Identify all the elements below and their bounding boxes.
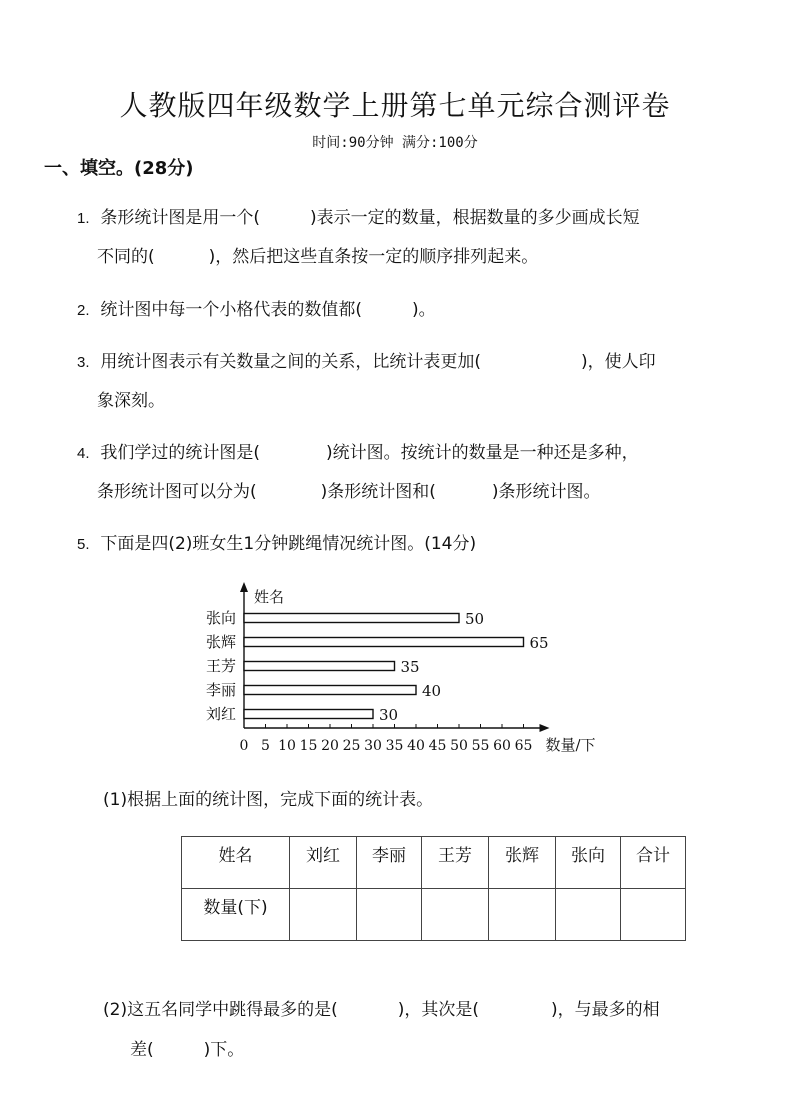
sub-question-2-line-1 — [103, 998, 660, 1022]
x-tick-label: 55 — [471, 738, 490, 754]
x-tick-label: 50 — [450, 738, 468, 754]
question-text: )条形统计图。 — [491, 482, 601, 502]
question-text: 差( — [130, 1040, 154, 1060]
category-label: 王芳 — [205, 657, 236, 675]
question-text: (2)这五名同学中跳得最多的是( — [103, 1000, 338, 1020]
x-tick-label: 25 — [342, 738, 361, 754]
category-label: 李丽 — [205, 681, 236, 699]
question-text: )，其次是( — [397, 1000, 479, 1020]
table-header-row — [182, 837, 686, 889]
table-row — [182, 889, 686, 941]
question-text: 下面是四(2)班女生1分钟跳绳情况统计图。(14分) — [100, 534, 477, 554]
data-label: 35 — [400, 658, 420, 676]
question-text: )，然后把这些直条按一定的顺序排列起来。 — [208, 247, 539, 267]
bar — [244, 710, 373, 719]
question-text: 条形统计图是用一个( — [100, 208, 260, 228]
table-input-cell[interactable] — [357, 889, 422, 941]
x-tick-label: 45 — [428, 738, 447, 754]
category-label: 张辉 — [205, 633, 236, 651]
x-tick-label: 60 — [493, 738, 511, 754]
table-header-cell: 李丽 — [357, 837, 422, 889]
table-header-cell: 刘红 — [290, 837, 357, 889]
question-number: 1. — [77, 210, 90, 227]
x-tick-label: 20 — [321, 738, 339, 754]
bar — [244, 662, 395, 671]
data-label: 40 — [422, 682, 442, 700]
question-text: )条形统计图和( — [320, 482, 436, 502]
table-input-cell[interactable] — [556, 889, 621, 941]
question-text: )统计图。按统计的数量是一种还是多种， — [325, 443, 639, 463]
table-header-cell: 张辉 — [489, 837, 556, 889]
x-axis-arrow — [540, 724, 550, 732]
question-text: 不同的( — [97, 247, 155, 267]
bar — [244, 614, 459, 623]
x-tick-label: 40 — [407, 738, 425, 754]
table-row-label: 数量(下) — [182, 889, 290, 941]
sub-question-1: (1)根据上面的统计图，完成下面的统计表。 — [103, 790, 434, 810]
question-text: )下。 — [203, 1040, 245, 1060]
x-tick-label: 15 — [299, 738, 318, 754]
x-tick-label: 35 — [385, 738, 404, 754]
table-input-cell[interactable] — [422, 889, 489, 941]
x-tick-label: 0 — [239, 738, 249, 754]
question-text: 象深刻。 — [97, 391, 165, 411]
page-title: 人教版四年级数学上册第七单元综合测评卷 — [119, 89, 671, 122]
question-text: )。 — [411, 300, 436, 320]
question-number: 2. — [77, 302, 90, 319]
exam-info: 时间:90分钟 满分:100分 — [312, 135, 478, 151]
question-text: )，与最多的相 — [550, 1000, 660, 1020]
table-input-cell[interactable] — [290, 889, 357, 941]
y-axis-arrow — [240, 582, 248, 592]
question-number: 5. — [77, 536, 90, 553]
question-number: 3. — [77, 354, 90, 371]
sub-question-2-line-2 — [130, 1038, 244, 1062]
table-header-cell: 王芳 — [422, 837, 489, 889]
question-text: 条形统计图可以分为( — [97, 482, 257, 502]
y-axis-title: 姓名 — [254, 588, 285, 606]
table-input-cell[interactable] — [621, 889, 686, 941]
x-tick-label: 65 — [514, 738, 533, 754]
x-axis-title: 数量/下 — [545, 736, 596, 754]
data-label: 30 — [379, 706, 399, 724]
question-number: 4. — [77, 445, 90, 462]
table-header-cell: 姓名 — [182, 837, 290, 889]
table-input-cell[interactable] — [489, 889, 556, 941]
section-heading: 一、填空。(28分) — [44, 158, 194, 179]
question-text: 我们学过的统计图是( — [100, 443, 260, 463]
question-text: )，使人印 — [580, 352, 656, 372]
data-label: 65 — [529, 634, 549, 652]
category-label: 张向 — [205, 609, 236, 627]
question-text: 统计图中每一个小格代表的数值都( — [100, 300, 362, 320]
bar — [244, 686, 416, 695]
category-label: 刘红 — [205, 705, 236, 723]
x-tick-label: 5 — [261, 738, 270, 754]
data-label: 50 — [465, 610, 485, 628]
table-header-cell: 合计 — [621, 837, 686, 889]
question-text: 用统计图表示有关数量之间的关系，比统计表更加( — [100, 352, 481, 372]
x-tick-label: 10 — [278, 738, 296, 754]
stats-table — [181, 836, 686, 941]
bar — [244, 638, 524, 647]
question-text: )表示一定的数量，根据数量的多少画成长短 — [309, 208, 640, 228]
x-tick-label: 30 — [364, 738, 382, 754]
table-header-cell: 张向 — [556, 837, 621, 889]
